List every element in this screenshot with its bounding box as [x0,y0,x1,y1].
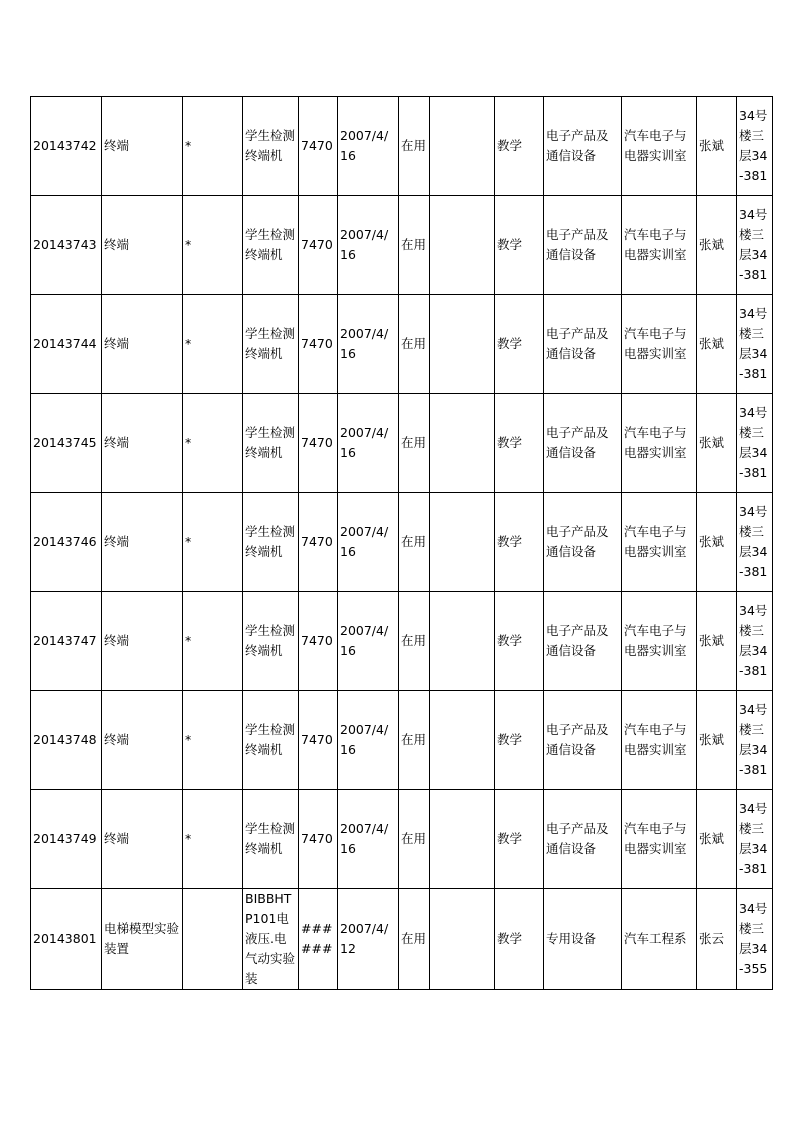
category-cell: 电子产品及通信设备 [544,493,622,592]
blank-cell [430,295,495,394]
usage-cell: 教学 [495,97,544,196]
usage-cell: 教学 [495,196,544,295]
asset-name-cell: 电梯模型实验装置 [102,889,183,990]
blank-cell [430,592,495,691]
department-cell: 汽车电子与电器实训室 [622,790,697,889]
mark-cell [183,889,243,990]
date-cell: 2007/4/16 [338,97,399,196]
model-cell: 学生检测终端机 [243,295,299,394]
status-cell: 在用 [399,592,430,691]
status-cell: 在用 [399,295,430,394]
department-cell: 汽车电子与电器实训室 [622,97,697,196]
table-row [31,493,773,592]
asset-id-cell: 20143747 [31,592,102,691]
location-cell: 34号楼三层34-381 [737,691,773,790]
custodian-cell: 张斌 [697,493,737,592]
custodian-cell: 张云 [697,889,737,990]
category-cell: 电子产品及通信设备 [544,691,622,790]
asset-name-cell: 终端 [102,592,183,691]
asset-name-cell: 终端 [102,394,183,493]
custodian-cell: 张斌 [697,394,737,493]
status-cell: 在用 [399,97,430,196]
location-cell: 34号楼三层34-381 [737,394,773,493]
blank-cell [430,790,495,889]
mark-cell: * [183,592,243,691]
category-cell: 电子产品及通信设备 [544,394,622,493]
asset-id-cell: 20143745 [31,394,102,493]
department-cell: 汽车电子与电器实训室 [622,592,697,691]
blank-cell [430,97,495,196]
price-cell: 7470 [299,790,338,889]
asset-table [30,96,773,990]
table-row [31,97,773,196]
location-cell: 34号楼三层34-381 [737,97,773,196]
table-row [31,295,773,394]
price-cell: 7470 [299,394,338,493]
table-row [31,394,773,493]
asset-name-cell: 终端 [102,295,183,394]
model-cell: 学生检测终端机 [243,790,299,889]
category-cell: 电子产品及通信设备 [544,97,622,196]
custodian-cell: 张斌 [697,592,737,691]
mark-cell: * [183,295,243,394]
status-cell: 在用 [399,394,430,493]
price-cell: 7470 [299,691,338,790]
asset-name-cell: 终端 [102,691,183,790]
custodian-cell: 张斌 [697,97,737,196]
table-row [31,592,773,691]
mark-cell: * [183,196,243,295]
asset-id-cell: 20143743 [31,196,102,295]
price-cell: 7470 [299,493,338,592]
category-cell: 电子产品及通信设备 [544,790,622,889]
department-cell: 汽车电子与电器实训室 [622,493,697,592]
blank-cell [430,889,495,990]
model-cell: BIBBHTP101电液压.电气动实验装 [243,889,299,990]
usage-cell: 教学 [495,592,544,691]
date-cell: 2007/4/16 [338,196,399,295]
date-cell: 2007/4/16 [338,790,399,889]
price-cell: 7470 [299,592,338,691]
department-cell: 汽车电子与电器实训室 [622,295,697,394]
model-cell: 学生检测终端机 [243,196,299,295]
mark-cell: * [183,493,243,592]
department-cell: 汽车工程系 [622,889,697,990]
mark-cell: * [183,394,243,493]
price-cell: ###### [299,889,338,990]
mark-cell: * [183,790,243,889]
usage-cell: 教学 [495,889,544,990]
asset-id-cell: 20143744 [31,295,102,394]
location-cell: 34号楼三层34-381 [737,196,773,295]
date-cell: 2007/4/12 [338,889,399,990]
asset-name-cell: 终端 [102,97,183,196]
status-cell: 在用 [399,790,430,889]
usage-cell: 教学 [495,295,544,394]
status-cell: 在用 [399,889,430,990]
location-cell: 34号楼三层34-381 [737,295,773,394]
model-cell: 学生检测终端机 [243,493,299,592]
asset-id-cell: 20143742 [31,97,102,196]
asset-name-cell: 终端 [102,493,183,592]
department-cell: 汽车电子与电器实训室 [622,196,697,295]
category-cell: 电子产品及通信设备 [544,295,622,394]
model-cell: 学生检测终端机 [243,97,299,196]
date-cell: 2007/4/16 [338,493,399,592]
table-row [31,196,773,295]
location-cell: 34号楼三层34-355 [737,889,773,990]
category-cell: 电子产品及通信设备 [544,592,622,691]
location-cell: 34号楼三层34-381 [737,790,773,889]
price-cell: 7470 [299,97,338,196]
date-cell: 2007/4/16 [338,295,399,394]
usage-cell: 教学 [495,790,544,889]
price-cell: 7470 [299,196,338,295]
model-cell: 学生检测终端机 [243,592,299,691]
date-cell: 2007/4/16 [338,394,399,493]
asset-id-cell: 20143749 [31,790,102,889]
status-cell: 在用 [399,493,430,592]
custodian-cell: 张斌 [697,691,737,790]
asset-id-cell: 20143748 [31,691,102,790]
status-cell: 在用 [399,196,430,295]
table-row [31,889,773,990]
date-cell: 2007/4/16 [338,691,399,790]
asset-id-cell: 20143746 [31,493,102,592]
table-row [31,790,773,889]
blank-cell [430,196,495,295]
model-cell: 学生检测终端机 [243,394,299,493]
model-cell: 学生检测终端机 [243,691,299,790]
custodian-cell: 张斌 [697,196,737,295]
blank-cell [430,691,495,790]
category-cell: 专用设备 [544,889,622,990]
date-cell: 2007/4/16 [338,592,399,691]
asset-name-cell: 终端 [102,790,183,889]
custodian-cell: 张斌 [697,295,737,394]
department-cell: 汽车电子与电器实训室 [622,394,697,493]
price-cell: 7470 [299,295,338,394]
table-row [31,691,773,790]
table-body [31,97,773,990]
category-cell: 电子产品及通信设备 [544,196,622,295]
asset-id-cell: 20143801 [31,889,102,990]
usage-cell: 教学 [495,394,544,493]
mark-cell: * [183,97,243,196]
location-cell: 34号楼三层34-381 [737,493,773,592]
asset-name-cell: 终端 [102,196,183,295]
usage-cell: 教学 [495,691,544,790]
blank-cell [430,394,495,493]
mark-cell: * [183,691,243,790]
custodian-cell: 张斌 [697,790,737,889]
status-cell: 在用 [399,691,430,790]
department-cell: 汽车电子与电器实训室 [622,691,697,790]
usage-cell: 教学 [495,493,544,592]
location-cell: 34号楼三层34-381 [737,592,773,691]
blank-cell [430,493,495,592]
